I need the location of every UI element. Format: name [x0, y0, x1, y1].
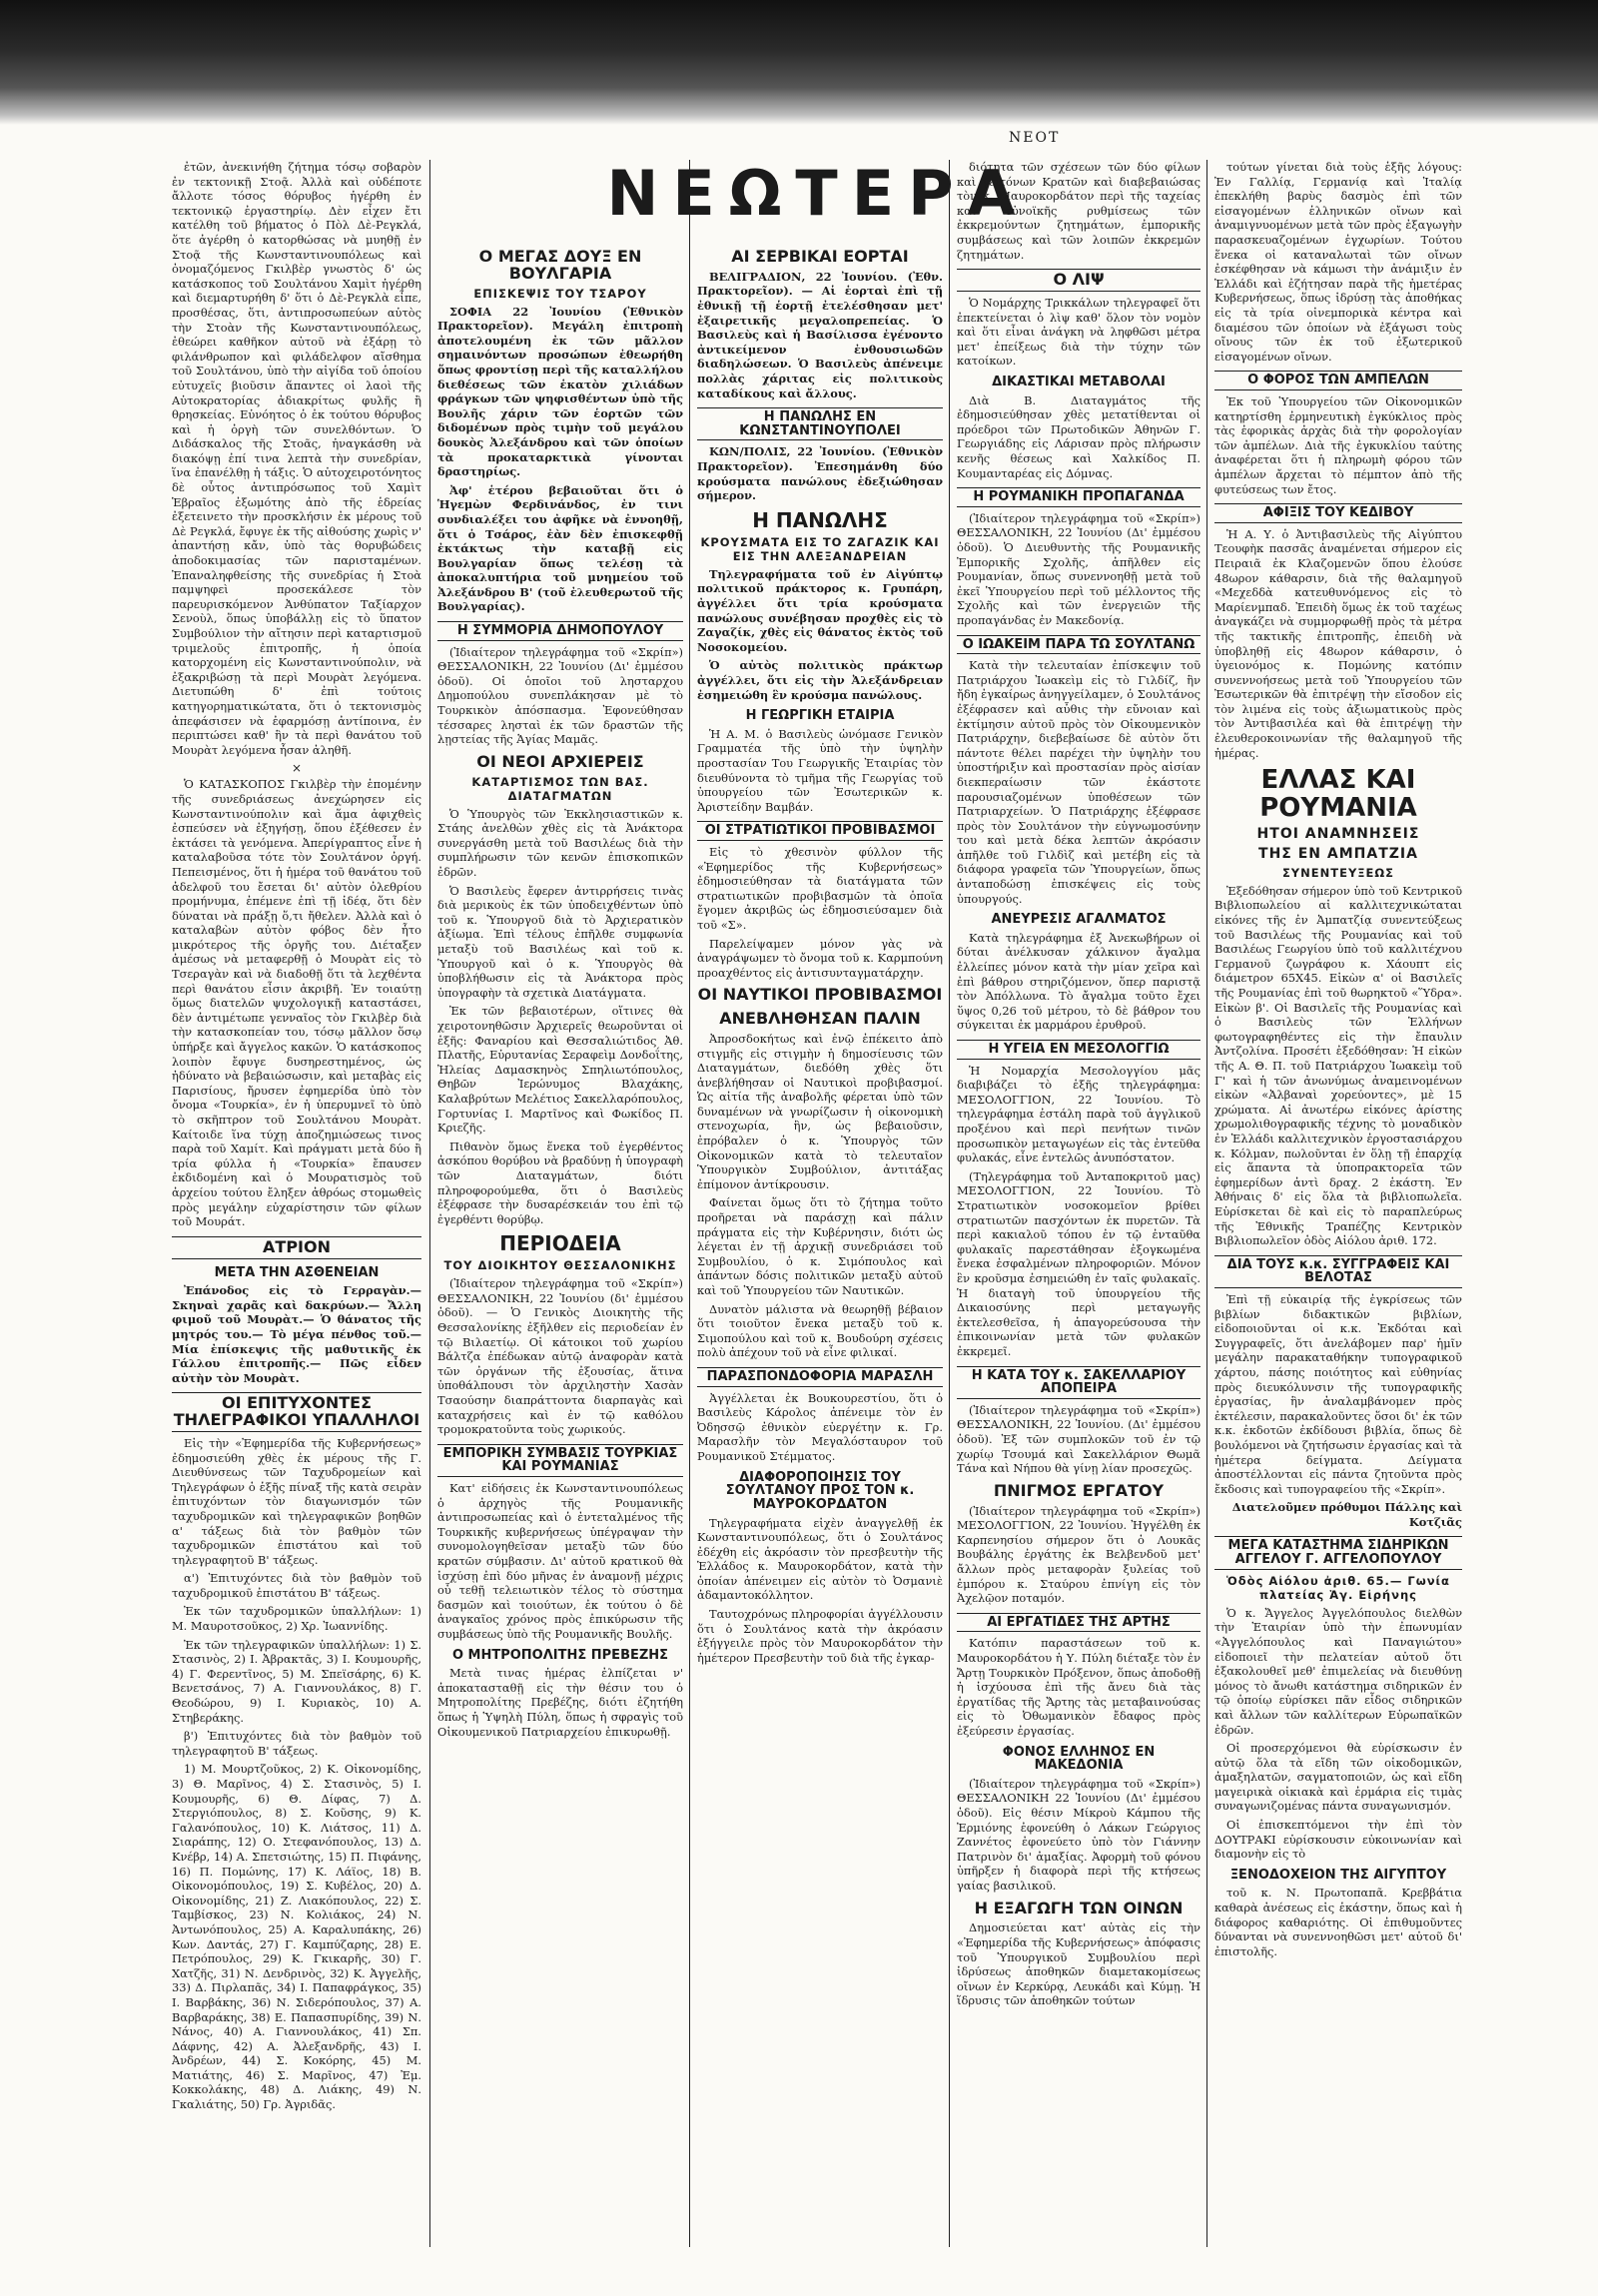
headline: ΟΙ ΕΠΙΤΥΧΟΝΤΕΣ ΤΗΛΕΓΡΑΦΙΚΟΙ ΥΠΑΛΛΗΛΟΙ: [172, 1392, 421, 1432]
article-text: Πιθανὸν ὅμως ἕνεκα τοῦ ἐγερθέντος ἀσκόπου θορύβου νὰ βραδύνῃ ἡ ὑπογραφὴ τῶν Διαταγμάτων, διότι πληροφορούμεθα, ὅτι ὁ Βασιλεὺς ἐξέφρασε τὴν δυσαρέσκειάν του ἐπὶ τῷ ἐγερθέντι θορύβῳ.: [437, 1139, 683, 1226]
headline: ΑΙ ΕΡΓΑΤΙΔΕΣ ΤΗΣ ΑΡΤΗΣ: [957, 1613, 1200, 1633]
article-text: ΒΕΛΙΓΡΑΔΙΟΝ, 22 Ἰουνίου. (Ἐθν. Πρακτορεῖον). — Αἱ ἑορταὶ ἐπὶ τῇ ἐθνικῇ τῇ ἑορτῇ ἐτελέσθησαν μετ' ἐξαιρετικῆς μεγαλοπρεπείας. Ὁ Βασιλεὺς καὶ ἡ Βασίλισσα ἐγένοντο ἀντικείμενον ἐνθουσιωδῶν διαδηλώσεων. Ὁ Βασιλεὺς ἀπένειμε πολλὰς χάριτας εἰς πολιτικοὺς καταδίκους καὶ ἄλλους.: [697, 269, 943, 400]
advertisement-text: τοῦ κ. Ν. Πρωτοπαπᾶ. Κρεββάτια καθαρὰ ἀνέσεως εἰς ἑκάστην, ὅπως καὶ ἡ διάφορος καθαριότης. Οἱ ἐπιθυμοῦντες δύνανται νὰ συνεννοηθῶσι μετ' αὐτοῦ δι' ἐπιστολῆς.: [1214, 1886, 1462, 1958]
headline: Η ΕΞΑΓΩΓΗ ΤΩΝ ΟΙΝΩΝ: [974, 1898, 1184, 1917]
column-2: [437, 242, 683, 2247]
article-text: Ἀγγέλλεται ἐκ Βουκουρεστίου, ὅτι ὁ Βασιλεὺς Κάρολος ἀπένειμε τὸν ἐν Ὀδησσῷ ἐθνικὸν εὐεργέτην κ. Γρ. Μαρασλῆν τὸν Μεγαλόσταυρον τοῦ Ρουμανικοῦ Στέμματος.: [697, 1390, 943, 1463]
subheadline: ΚΡΟΥΣΜΑΤΑ ΕΙΣ ΤΟ ΖΑΓΑΖΙΚ ΚΑΙ ΕΙΣ ΤΗΝ ΑΛΕΞΑΝΔΡΕΙΑΝ: [700, 534, 940, 563]
article-text: Μετὰ τινας ἡμέρας ἐλπίζεται ν' ἀποκατασταθῇ εἰς τὴν θέσιν του ὁ Μητροπολίτης Πρεβέζης, διότι ἐζητήθη ὅπως ἡ Ὑψηλὴ Πύλη, ὅπως ἡ σφραγὶς τοῦ Οἰκουμενικοῦ Πατριαρχείου ἐπικυρωθῇ.: [437, 1666, 683, 1739]
article-text: (Ἰδιαίτερον τηλεγράφημα τοῦ «Σκρίπ») ΘΕΣΣΑΛΟΝΙΚΗ, 22 Ἰουνίου (Δι' ἐμμέσου ὁδοῦ). Οἱ ὁποῖοι τοῦ λησταρχου Δημοπούλου συνεπλάκησαν μὲ τὸ Τουρκικὸν ἀπόσπασμα. Ἐφονεύθησαν τέσσαρες λησταὶ ἐκ τῶν δραστῶν τῆς λῃστείας τῆς Ἁγίας Μαμᾶς.: [437, 644, 683, 747]
article-text: Ἡ Νομαρχία Μεσολογγίου μᾶς διαβιβάζει τὸ ἑξῆς τηλεγράφημα: ΜΕΣΟΛΟΓΓΙΟΝ, 22 Ἰουνίου. Τὸ τηλεγράφημα ἐστάλη παρὰ τοῦ ἀγγλικοῦ προξένου καὶ περὶ πενήτων τινῶν προσωπικὸν μεταγωγέων εἰς τὰς ἐντεῦθα φυλακάς, εἶνε ἐντελῶς ἀνυπόστατον.: [957, 1063, 1200, 1165]
article-summary: Ἐπάνοδος εἰς τὸ Γερραγὰν.— Σκηναὶ χαρᾶς καὶ δακρύων.— Ἄλλη φιμοῦ τοῦ Μουρὰτ.— Ὁ θάνατος τῆς μητρός του.— Τὸ μέγα πένθος τοῦ.— Μία ἐπίσκεψις τῆς μαθυτικῆς ἐκ Γάλλου ἐπιτροπῆς.— Πῶς εἶδεν αὐτὴν τὸν Μουρὰτ.: [172, 1283, 421, 1385]
advertisement-text: Οἱ προσερχόμενοι θὰ εὑρίσκωσιν ἐν αὐτῷ ὅλα τὰ εἴδη τῶν οἰκοδομικῶν, ἀμαξηλατῶν, σαγματοποιῶν, ὡς καὶ εἴδη μαγειρικὰ οἰκιακὰ καὶ ἐρμάρια εἰς τιμὰς συναγωνιζομένας πάντα συναγωνισμόν.: [1214, 1741, 1462, 1814]
article-text: Ἀπροσδοκήτως καὶ ἐνῷ ἐπέκειτο ἀπὸ στιγμῆς εἰς στιγμὴν ἡ δημοσίευσις τῶν Διαταγμάτων, διεδόθη χθὲς ὅτι ἀνεβλήθησαν οἱ Ναυτικοὶ προβιβασμοί. Ὡς αἰτία τῆς ἀναβολῆς φέρεται ὑπὸ τῶν δυναμένων νὰ γνωρίζωσιν ἡ οἰκονομικὴ στενοχωρία, ἣν, ὡς βεβαιοῦσιν, ἐπρόβαλεν ὁ κ. Ὑπουργὸς τῶν Οἰκονομικῶν κατὰ τὸ τελευταῖον Ὑπουργικὸν Συμβούλιον, ἀντιτάξας ἐπίμονον ἀντίκρουσιν.: [697, 1031, 943, 1191]
headline: ΑΝΕΥΡΕΣΙΣ ΑΓΑΛΜΑΤΟΣ: [991, 912, 1167, 928]
article-text: (Ἰδιαίτερον τηλεγράφημα τοῦ «Σκρίπ») ΘΕΣΣΑΛΟΝΙΚΗ, 22 Ἰουνίου (δι' ἐμμέσου ὁδοῦ). — Ὁ Γενικὸς Διοικητὴς τῆς Θεσσαλονίκης ἐξῆλθεν εἰς περιοδείαν ἐν τῷ Βιλαετίῳ. Οἱ κάτοικοι τοῦ χωρίου Βάλτζα ἐπέδωκαν αὐτῷ ἀναφορὰν κατὰ τῶν ὀργάνων τῆς ἐξουσίας, ἅτινα ὑποθάλπουσι τὸν ἀρχιληστὴν Χασὰν Τσαούσην διαπράττοντα διαρπαγὰς καὶ καταχρήσεις καὶ ἐν τῷ καθόλου τρομοκρατοῦντα τοὺς χωρικούς.: [437, 1276, 683, 1437]
headline: ΠΕΡΙΟΔΕΙΑ: [499, 1231, 621, 1256]
article-text: τούτων γίνεται διὰ τοὺς ἑξῆς λόγους: Ἐν Γαλλίᾳ, Γερμανίᾳ καὶ Ἰταλίᾳ ἐπεκλήθη βαρὺς δασμὸς ἐπὶ τῶν εἰσαγομένων ἑλληνικῶν οἴνων καὶ ἀναμιγνυομένων μετὰ τῶν πρὸς ἐξαγωγὴν παρασκευαζομένων ἐγχωρίων. Τούτου ἕνεκα οἱ καταναλωταὶ τῶν οἴνων ἐσκέφθησαν νὰ κάμωσι τὴν ἀνάμιξιν ἐν Ἑλλάδι καὶ ἐζήτησαν παρὰ τῆς ἡμετέρας Κυβερνήσεως, ὅπως ἱδρύσῃ τὰς ἀποθήκας εἰς τὰ τρία οἰνεμπορικὰ κέντρα καὶ διαμέσου τῶν ὁποίων νὰ ἐξάγωσι τοὺς οἴνους τῶν ἐκ τοῦ ἐξωτερικοῦ εἰσαγομένων οἴνων.: [1214, 160, 1462, 364]
page-header: ΝΕΟΤ: [1009, 130, 1061, 146]
headline: ΠΝΙΓΜΟΣ ΕΡΓΑΤΟΥ: [993, 1480, 1165, 1500]
article-text: Διὰ Β. Διαταγμάτος τῆς ἐδημοσιεύθησαν χθὲς μετατίθενται οἱ πρόεδροι τῶν Πρωτοδικῶν Ἀθηνῶν Γ. Γεωργιάδης εἰς Λάρισαν πρὸς πλήρωσιν κενῆς θέσεως καὶ Χαλκίδος Π. Κουμανταρέας εἰς Δόμνας.: [957, 392, 1200, 480]
article-text: Ἐκ τοῦ Ὑπουργείου τῶν Οἰκονομικῶν κατηρτίσθη ἐρμηνευτικὴ ἐγκύκλιος πρὸς τὰς ἐφορικὰς ἀρχὰς διὰ τὴν φορολογίαν τῶν ἀμπέλων. Διὰ τῆς ἐγκυκλίου ταύτης ἀναφέρεται ὅτι ἡ πληρωμὴ φόρου τῶν ἀμπέλων ἄρχεται τὸ πέμπτον ἀπὸ τῆς φυτεύσεως των ἔτος.: [1214, 393, 1462, 496]
column-rule: [429, 160, 430, 2247]
newspaper-page: [172, 157, 1462, 2257]
article-text: Κατὰ τὴν τελευταίαν ἐπίσκεψιν τοῦ Πατριάρχου Ἰωακεὶμ εἰς τὸ Γιλδίζ, ἣν ἤδη ἐγκαίρως ἀνηγγείλαμεν, ὁ Σουλτάνος ἐξέφρασεν καὶ αὖθις τὴν εὔνοιαν καὶ ἐκτίμησιν αὐτοῦ πρὸς τὸν Οἰκουμενικὸν Πατριάρχην, διεβεβαίωσε δὲ αὐτὸν ὅτι πάντοτε θέλει παρέχει τὴν ὑψηλὴν του ὑποστήριξιν καὶ προστασίαν πρὸς αἰσίαν διεκπεραίωσιν τῶν ἐκάστοτε παρουσιαζομένων ὑποθέσεων τῶν Πατριαρχείων. Ὁ Πατριάρχης ἐξέφρασε πρὸς τὸν Σουλτάνον τὴν εὐγνωμοσύνην του καὶ μετὰ δέκα λεπτῶν ἀκρόασιν ἀπῆλθε τοῦ Γιλδὶζ καὶ μετέβη εἰς τὰ διάφορα γραφεῖα τῶν Ὑπουργείων, ὅπως ἀνταποδώσῃ ἐπισκέψεις εἰς τοὺς ὑπουργούς.: [957, 658, 1200, 906]
article-text: Παρελείψαμεν μόνον γὰς νὰ ἀναγράψωμεν τὸ ὄνομα τοῦ κ. Καρμπούνη προαχθέντος εἰς ἀντισυνταγματάρχην.: [697, 936, 943, 980]
advertisement-text: Ἐξεδόθησαν σήμερον ὑπὸ τοῦ Κεντρικοῦ Βιβλιοπωλείου αἱ καλλιτεχνικώταται εἰκόνες τῆς ἐν Ἀμπατζίᾳ συνεντεύξεως τοῦ Βασιλέως τῆς Ρουμανίας καὶ τοῦ Βασιλέως Γεωργίου ὑπὸ τοῦ καλλιτέχνου Γερμανοῦ ζωγράφου κ. Χάουπτ εἰς διάμετρον 65Χ45. Εἰκὼν α' οἱ Βασιλεῖς τῆς Ρουμανίας ἐπὶ τοῦ θωρηκτοῦ «Ὕδρα». Εἰκὼν β'. Οἱ Βασιλεῖς τῆς Ρουμανίας καὶ ὁ Βασιλεὺς τῶν Ἑλλήνων φωτογραφηθέντες εἰς τὴν ἔπαυλιν Ἀντζολίνα. Προσέτι ἐξεδόθησαν: Ἡ εἰκὼν τῆς Α. Θ. Π. τοῦ Πατριάρχου Ἰωακεὶμ τοῦ Γ' καὶ ἡ τῶν ἀνωνύμως ἀναμεινομένων εἰκὼν «Ἀλβαναὶ χορεύοντες», μὲ 15 χρώματα. Αἱ ἀνωτέρω εἰκόνες ἀρίστης χρωμολιθογραφικῆς τέχνης τὸ μοναδικὸν ἐν Ἑλλάδι καλλιτεχνικὸν ἐργοστασιάρχου κ. Κόλμαν, πωλοῦνται ἐν ὅλῃ τῇ ἐπαρχίᾳ εἰς ἅπαντα τὰ ὑποπρακτορεῖα τῶν ἐφημερίδων ἀντὶ δραχ. 2 ἑκάστη. Ἐν Ἀθήναις δ' εἰς ὅλα τὰ βιβλιοπωλεῖα. Εὑρίσκεται δὲ καὶ εἰς τὸ παραπλεύρως τῆς Ἐθνικῆς Τραπέζης Κεντρικὸν Βιβλιοπωλεῖον ὁδὸς Αἰόλου ἀριθ. 172.: [1214, 883, 1462, 1248]
subheadline: ΕΠΙΣΚΕΨΙΣ ΤΟΥ ΤΣΑΡΟΥ: [473, 286, 647, 301]
signature: Διατελοῦμεν πρόθυμοι Πάλλης καὶ Κοτζιᾶς: [1231, 1500, 1462, 1529]
column-5: [1214, 160, 1462, 2247]
advertisement-text: Ὁ κ. Ἄγγελος Ἀγγελόπουλος διελθὼν τὴν Ἑταιρίαν ὑπὸ τὴν ἐπωνυμίαν «Ἀγγελόπουλος καὶ Παναγιώτου» εἰδοποιεῖ τὴν πελατείαν αὐτοῦ ὅτι ἐξακολουθεῖ μεθ' ἐπιμελείας νὰ διευθύνῃ μόνος τὸ ἄνωθι κατάστημα σιδηρικῶν ἐν τῷ ὁποίῳ εὑρίσκει πᾶν εἶδος σιδηρικῶν καὶ ἄλλων τῶν καλλίτερων Εὐρωπαϊκῶν ἐδρῶν.: [1214, 1605, 1462, 1737]
section-divider: ×: [291, 761, 303, 776]
subheadline: ΤΟΥ ΔΙΟΙΚΗΤΟΥ ΘΕΣΣΑΛΟΝΙΚΗΣ: [443, 1258, 677, 1273]
article-text: Ἐκ τῶν ταχυδρομικῶν ὑπαλλήλων: 1) Μ. Μαυροτσοῦκος, 2) Χρ. Ἰωαννίδης.: [172, 1604, 421, 1634]
headline: ΔΙΚΑΣΤΙΚΑΙ ΜΕΤΑΒΟΛΑΙ: [992, 374, 1166, 389]
article-text: Εἰς τὸ χθεσινὸν φύλλον τῆς «Ἐφημερίδος τῆς Κυβερνήσεως» ἐδημοσιεύθησαν τὰ διατάγματα τῶν στρατιωτικῶν προβιβασμῶν τὰ ὁποῖα ἔγομεν ἀκριβῶς ὡς ἐδημοσιεύσαμεν διὰ τοῦ «Σ».: [697, 844, 943, 932]
article-text: Κατ' εἰδήσεις ἐκ Κωνσταντινουπόλεως ὁ ἀρχηγὸς τῆς Ρουμανικῆς ἀντιπροσωπείας καὶ ὁ ἐντεταλμένος τῆς Τουρκικῆς κυβερνήσεως ὑπέγραψαν τὴν συνομολογηθεῖσαν μεταξὺ τῶν δύο κρατῶν σύμβασιν. Δι' αὐτοῦ κρατικοῦ θὰ ἰσχύσῃ ἐπὶ δύο μῆνας ἐν ἀναμονῇ μέχρις οὗ τεθῇ τελειωτικὸν τέλος τὸ σύστημα δασμῶν καὶ τοιούτων, ἐκ τούτου ὁ δὲ ἀναγκαῖος χρόνος πρὸς ἐπικύρωσιν τῆς συμβάσεως ὑπὸ τῆς Ρουμανικῆς Βουλῆς.: [437, 1481, 683, 1642]
article-text: Ἐκ τῶν τηλεγραφικῶν ὑπαλλήλων: 1) Σ. Στασινὸς, 2) Ι. Ἀβρακτᾶς, 3) Ι. Κουμουρῆς, 4) Γ. Φερεντῖνος, 5) Μ. Σπεϊσάρης, 6) Κ. Βενετσάνος, 7) Α. Γιαννουλάκος, 8) Γ. Θεοδώρου, 9) Ι. Κυριακὸς, 10) Α. Στηβεράκης.: [172, 1637, 421, 1725]
subheadline: ΤΗΣ ΕΝ ΑΜΠΑΤΖΙΑ: [1258, 845, 1418, 862]
headline: ΟΙ ΣΤΡΑΤΙΩΤΙΚΟΙ ΠΡΟΒΙΒΑΣΜΟΙ: [697, 821, 943, 841]
headline: ΑΙ ΣΕΡΒΙΚΑΙ ΕΟΡΤΑΙ: [731, 247, 909, 266]
headline: ΟΙ ΝΑΥΤΙΚΟΙ ΠΡΟΒΙΒΑΣΜΟΙ: [697, 985, 943, 1005]
article-text: (Ἰδιαίτερον τηλεγράφημα τοῦ «Σκρίπ») ΜΕΣΟΛΟΓΓΙΟΝ, 22 Ἰουνίου. Ἠγγέλθη ἐκ Καρπενησίου σήμερον ὅτι ὁ Λουκᾶς Βουβάλης ἐργάτης ἐκ Βελβενδοῦ μετ' ἄλλων πρὸς μεταφορὰν ξυλείας τοῦ ἐμπόρου κ. Σταύρου ἐπνίγη εἰς τὸν Ἀχελῷον ποταμόν.: [957, 1503, 1200, 1606]
subheadline: ΣΥΝΕΝΤΕΥΞΕΩΣ: [1281, 865, 1395, 880]
article-text: Ἡ Α. Υ. ὁ Ἀντιβασιλεὺς τῆς Αἰγύπτου Τεουφὴκ πασσᾶς ἀναμένεται σήμερον εἰς Πειραιᾶ ἐκ Κλαζομενῶν ὅπου ἐλούσε 48ωρον κάθαρσιν, διὰ τῆς θαλαμηγοῦ «Μεχεδδὰ κατευθυνόμενος εἰς τὸ Μαρίενμπαδ. Ἐπειδὴ ὅμως ἐκ τοῦ ταχέως ἀναγκάζει νὰ συμμορφωθῇ πρὸς τὰ μέτρα τῆς τακτικῆς ἐπιτροπῆς, ἐπειδὴ νὰ ὑποβληθῇ εἰς 48ωρον κάθαρσιν, ὁ ὑγειονόμος κ. Πομώνης κατόπιν συνεννοήσεως μετὰ τοῦ Ὑπουργείου τῶν Ἐσωτερικῶν θὰ ἐπιτρέψῃ τὴν εἴσοδον εἰς τὸν λιμένα εἰς τοὺς ἀξιωματικοὺς πρὸς τὸν Ἀντιβασιλέα καὶ θὰ ἐπιτρέψῃ τὴν ἐλευθεροκοινωνίαν τῆς θαλαμηγοῦ τῆς ἡμέρας.: [1214, 526, 1462, 760]
masthead: ΝΕΩΤΕΡΑ: [606, 157, 1030, 230]
column-rule: [689, 160, 690, 2247]
headline: Η ΡΟΥΜΑΝΙΚΗ ΠΡΟΠΑΓΑΝΔΑ: [957, 487, 1200, 507]
headline: ΕΛΛΑΣ ΚΑΙ ΡΟΥΜΑΝΙΑ: [1259, 765, 1417, 823]
headline: Η ΓΕΩΡΓΙΚΗ ΕΤΑΙΡΙΑ: [745, 708, 895, 724]
headline: Η ΠΑΝΩΛΗΣ ΕΝ ΚΩΝΣΤΑΝΤΙΝΟΥΠΟΛΕΙ: [697, 407, 943, 440]
article-text: Ὁ Νομάρχης Τρικκάλων τηλεγραφεῖ ὅτι ἐπεκτείνεται ὁ λὶψ καθ' ὅλον τὸν νομὸν καὶ ὅτι εἶναι ἀνάγκη νὰ ληφθῶσι μέτρα μετ' ἐπείξεως διὰ τὴν τύχην τῶν κατοίκων.: [957, 295, 1200, 369]
headline: ΔΙΑ ΤΟΥΣ κ.κ. ΣΥΓΓΡΑΦΕΙΣ ΚΑΙ ΒΕΛΟΤΑΣ: [1214, 1255, 1462, 1288]
headline: ΦΟΝΟΣ ΕΛΛΗΝΟΣ ΕΝ ΜΑΚΕΔΟΝΙΑ: [1002, 1744, 1156, 1774]
article-text: Ταυτοχρόνως πληροφορίαι ἀγγέλλουσιν ὅτι ὁ Σουλτάνος κατὰ τὴν ἀκρόασιν ἐξήγγειλε πρὸς τὸν Μαυροκορδάτον τὴν ἡμέτερον Πρεσβευτὴν τοῦ διὰ τῆς ἐγκαρ-: [697, 1607, 943, 1665]
scan-header-bar: [0, 0, 1598, 125]
article-text: Κατὰ τηλεγράφημα ἐξ Ἀνεκωβήρων οἱ δύται ἀνέλκυσαν χάλκινον ἄγαλμα ἐλλείπες μόνον κατὰ τὴν μίαν χεῖρα καὶ ἐπὶ βάθρου στηριζόμενον, ὅπερ παριστᾷ τὸν Ἀπόλλωνα. Τὸ ἄγαλμα τοῦτο ἔχει ὕψος 0,26 τοῦ μέτρου, τὸ δὲ βάθρον του σύγκειται ἐκ μαρμάρου ἐρυθροῦ.: [957, 930, 1200, 1033]
headline: ΑΦΙΞΙΣ ΤΟΥ ΚΕΔΙΒΟΥ: [1214, 503, 1462, 523]
article-text: 1) Μ. Μουρτζοῦκος, 2) Κ. Οἰκονομίδης, 3) Θ. Μαρῖνος, 4) Σ. Στασινὸς, 5) Ι. Κουμουρῆς, 6) Θ. Δίφας, 7) Δ. Στεργιόπουλος, 8) Σ. Κοῦσης, 9) Κ. Γαλανόπουλος, 10) Κ. Λιάτσος, 11) Δ. Σιαράπης, 12) Ο. Στεφανόπουλος, 13) Δ. Κνέβρ, 14) Α. Σπετσιώτης, 15) Π. Πιφάνης, 16) Π. Πομώνης, 17) Κ. Λάϊος, 18) Β. Οἰκονομόπουλος, 19) Σ. Κυβέλος, 20) Δ. Οἰκονομίδης, 21) Ζ. Λιακόπουλος, 22) Σ. Ταμβίσκος, 23) Ν. Κολιάκος, 24) Ν. Ἀντωνόπουλος, 25) Α. Καραλυπάκης, 26) Κων. Δαντάς, 27) Γ. Καμπύζαρης, 28) Ε. Πετρόπουλος, 29) Κ. Γκικαρῆς, 30) Γ. Χατζῆς, 31) Ν. Δενδρινὸς, 32) Κ. Ἀγγελῆς, 33) Δ. Πιρλαπᾶς, 34) Ι. Παπαφράγκος, 35) Ι. Βαρβάκης, 36) Ν. Σιδερόπουλος, 37) Α. Βαρβαράκης, 38) Ε. Παπασπυρίδης, 39) Ν. Νάνος, 40) Α. Γιαννουλάκος, 41) Σπ. Δάφνης, 42) Α. Ἀλεξανδρῆς, 43) Ι. Ἀνδρέων, 44) Σ. Κοκόρης, 45) Μ. Ματιάτης, 46) Σ. Μαρῖνος, 47) Ἐμ. Κοκκολάκης, 48) Δ. Λιάκης, 49) Ν. Γκαλιάτης, 50) Γρ. Ἀγριδᾶς.: [172, 1762, 421, 2112]
article-text: Ὁ Βασιλεὺς ἔφερεν ἀντιρρήσεις τινὰς διὰ μερικοὺς ἐκ τῶν ὑποδειχθέντων ὑπὸ τοῦ κ. Ὑπουργοῦ διὰ τὸ Ἀρχιερατικὸν ἀξίωμα. Ἐπὶ τέλους ἐπῆλθε συμφωνία μεταξὺ τοῦ Βασιλέως καὶ τοῦ κ. Ὑπουργοῦ καὶ ὁ κ. Ὑπουργὸς θὰ ὑποβλήθωσιν εἰς τὰ Ἀνάκτορα πρὸς ὑπογραφὴν τὰ σχετικὰ Διατάγματα.: [437, 883, 683, 1000]
article-text: ἐτῶν, ἀνεκινήθη ζήτημα τόσῳ σοβαρὸν ἐν τεκτονικῇ Στοᾷ. Ἀλλὰ καὶ οὐδέποτε ἄλλοτε τόσος θόρυβος ἠγέρθη ἐν τεκτονικῷ ἐργαστηρίῳ. Δὲν εἶχεν ἔτι κατέλθη τοῦ βήματος ὁ Πὸλ Δὲ-Ρεγκλά, ὅτε ἀγέρθη ὁ κατορθώσας νὰ μυηθῇ ἐν Στοᾷ τῆς Κωνσταντινουπόλεως καὶ ὀνομαζόμενος Γκιλβὲρ γνωστὸς δ' ὡς κατάσκοπος τοῦ Σουλτάνου Χαμὶτ ἠγέρθη καὶ διεμαρτυρήθη δ' ὅτι ὁ Δὲ-Ρεγκλὰ εἶπε, προσθέσας, ὅτι, ἀντιπροσωπεύων αὐτὸς τὴν Στοὰν τῆς Κωνσταντινουπόλεως, ἐθεώρει καθῆκον αὐτοῦ νὰ ἐξάρῃ τὸ φιλάνθρωπον καὶ φιλάδελφον αἴσθημα τοῦ Σουλτάνου, ὑπὸ τὴν αἰγίδα τοῦ ὁποίου εὐτυχεῖς βιοῦσιν ἅπαντες οἱ λαοὶ τῆς Αὐτοκρατορίας ἀδιακρίτως φυλῆς ἢ θρησκείας. Εὐνόητος ὁ ἐκ τούτου θόρυβος καὶ ἡ ὀργὴ τῶν συνελθόντων. Ὁ Διδάσκαλος τῆς Στοᾶς, ἠναγκάσθη νὰ διακόψῃ ἐπί τινα λεπτὰ τὴν συνεδρίαν, ἵνα ἐπανέλθῃ ἡ τάξις. Ὁ αὐτοχειροτόνητος δὲ οὗτος ἀντιπρόσωπος τοῦ Χαμὶτ Ἑβραῖος ἐξωμότης ἀπὸ τῆς ἑδρείας ἐξετεινετο τὴν προσκλήσιν ἐκ μέρους τοῦ Δὲ Ρεγκλά, ἔφυγε ἐκ τῆς αἰθούσης χωρὶς ν' ἀπαντήσῃ κἄν, ὑπὸ τὰς θορυβώδεις ἀποδοκιμασίας τῶν παρισταμένων. Ἐπαναληφθείσης τῆς συνεδρίας ἡ Στοὰ παμψηφεὶ προσεκάλεσε τὸν παρευρισκόμενον Ἀνθύπατον Ταξίαρχον Σενοὺλ, ὅπως ὑποβάλλῃ εἰς τὸ ὕπατον Συμβούλιον τὴν αἴτησιν περὶ καταρτισμοῦ τριμελοῦς ἐπιτροπῆς, ἡ ὁποία κατορχομένη εἰς Κωνσταντινούπολιν, νὰ ἐξακριβώσῃ τὰ περὶ Μουρὰτ λεγόμενα. Διετυπώθη δ' ἐπὶ τούτοις κατηγορηματικώτατα, ὅτι ὁ τεκτονισμὸς ἀπεφάσισεν νὰ ἐφαρμόσῃ ἀντίποινα, ἐν περιπτώσει καθ' ἣν τὰ περὶ θανάτου τοῦ Μουρὰτ λεγόμενα ἦσαν ἀληθῆ.: [172, 160, 421, 757]
article-text: (Ἰδιαίτερον τηλεγράφημα τοῦ «Σκρίπ») ΘΕΣΣΑΛΟΝΙΚΗ 22 Ἰουνίου (Δι' ἐμμέσου ὁδοῦ). Εἰς θέσιν Μίκροὺ Κάμπου τῆς Ἐρμιόνης ἐφονεύθη ὁ Λάκων Γεώργιος Ζαννέτος ἐφονεύετο ὑπὸ τὸν Γιάννην Πατρινὸν δι' ἀμαξίας. Ἀφορμὴ τοῦ φόνου ὑπῆρξεν ἡ διαφορὰ περὶ τῆς κτήσεως γαίας βασιλικοῦ.: [957, 1776, 1200, 1893]
article-text: (Ἰδιαίτερον τηλεγράφημα τοῦ «Σκρίπ») ΘΕΣΣΑΛΟΝΙΚΗ, 22 Ἰουνίου. (Δι' ἐμμέσου ὁδοῦ). Ἐξ τῶν συμπλοκῶν τοῦ ἐν τῷ χωρίῳ Τσουμά καὶ Σακελλάριον Θωμᾶ Τάνα καὶ Νήπου θὰ γίνῃ λίαν προσεχῶς.: [957, 1402, 1200, 1476]
headline: ΠΑΡΑΣΠΟΝΔΟΦΟΡΙΑ ΜΑΡΑΣΛΗ: [697, 1367, 943, 1387]
column-4: [957, 160, 1200, 2247]
headline: Η ΠΑΝΩΛΗΣ: [752, 507, 888, 532]
article-text: Εἰς τὴν «Ἐφημερίδα τῆς Κυβερνήσεως» ἐδημοσιεύθη χθὲς ἐκ μέρους τῆς Γ. Διευθύνσεως τῶν Ταχυδρομείων καὶ Τηλεγράφων ὁ ἑξῆς πίναξ τῆς κατὰ σειρὰν ἐπιτυχόντων τὸν διαγωνισμόν τῶν ταχυδρομικῶν καὶ τηλεγραφικῶν βοηθῶν α' τάξεως διὰ τὸν βαθμὸν τῶν ταχυδρομικῶν ἐπιστάτου καὶ τοῦ τηλεγραφητοῦ Β' τάξεως.: [172, 1435, 421, 1567]
headline: Η ΥΓΕΙΑ ΕΝ ΜΕΣΟΛΟΓΓΙΩ: [957, 1040, 1200, 1060]
column-3: [697, 242, 943, 2247]
article-text: Ὁ Ὑπουργὸς τῶν Ἐκκλησιαστικῶν κ. Στάης ἀνελθὼν χθὲς εἰς τὰ Ἀνάκτορα συνεργάσθη μετὰ τοῦ Βασιλέως διὰ τὴν συμπλήρωσιν τῶν κενῶν ἐπισκοπικῶν ἐδρῶν.: [437, 806, 683, 880]
article-text: Φαίνεται ὅμως ὅτι τὸ ζήτημα τοῦτο προῆρεται νὰ παράσχῃ καὶ πάλιν πράγματα εἰς τὴν Κυβέρνησιν, διότι ὡς λέγεται ἐν τῇ ἀρχικῇ συνεδριάσει τοῦ Συμβουλίου, ὁ κ. Σιμόπουλος καὶ ἀπάντων δόσις πολιτικῶν μεταξὺ αὐτοῦ καὶ τοῦ Ὑπουργείου τῶν Ναυτικῶν.: [697, 1195, 943, 1298]
article-text: Ὁ αὐτὸς πολιτικὸς πράκτωρ ἀγγέλλει, ὅτι εἰς τὴν Ἀλεξάνδρειαν ἐσημειώθη ἓν κρούσμα πανώλους.: [697, 658, 943, 702]
article-text: Ἀφ' ἑτέρου βεβαιοῦται ὅτι ὁ Ἡγεμὼν Φερδινάνδος, ἐν τινι συνδιαλέξει του ἀφῆκε νὰ ἐννοηθῇ, ὅτι ὁ Τσάρος, ἐὰν δὲν ἐπισκεφθῇ ἐκτάκτως τὴν καταβῇ εἰς Βουλγαρίαν ὅπως τελέσῃ τὰ ἀποκαλυπτήρια τοῦ μνημείου τοῦ Ἀλεξάνδρου Β' (τοῦ ἐλευθερωτοῦ τῆς Βουλγαρίας).: [437, 482, 683, 614]
headline: ΔΙΑΦΟΡΟΠΟΙΗΣΙΣ ΤΟΥ ΣΟΥΛΤΑΝΟΥ ΠΡΟΣ ΤΟΝ κ. ΜΑΥΡΟΚΟΡΔΑΤΟΝ: [725, 1469, 915, 1512]
advertisement-text: Οἱ ἐπισκεπτόμενοι τὴν ἐπὶ τὸν ΔΟΥΤΡΑΚΙ εὑρίσκουσιν εὐκοινωνίαν καὶ διαμονὴν εἰς τὸ: [1214, 1818, 1462, 1862]
article-text: διότητα τῶν σχέσεων τῶν δύο φίλων καὶ γειτόνων Κρατῶν καὶ διαβεβαιώσας τὸν κ. Μαυροκορδάτον περὶ τῆς ταχείας καὶ εὐνοϊκῆς ρυθμίσεως τῶν ἐκκρεμούντων ζητημάτων, ἐμπορικῆς συμβάσεως καὶ τῶν λοιπῶν ἐκκρεμῶν ζητημάτων.: [957, 160, 1200, 262]
article-text: Τηλεγραφήματα τοῦ ἐν Αἰγύπτῳ πολιτικοῦ πράκτορος κ. Γρυπάρη, ἀγγέλλει ὅτι τρία κρούσματα πανώλους συνέβησαν προχθὲς εἰς τὸ Ζαγαζίκ, χθὲς εἰς θάνατος ἐκτὸς τοῦ Νοσοκομείου.: [697, 566, 943, 654]
headline: Η ΚΑΤΑ ΤΟΥ κ. ΣΑΚΕΛΛΑΡΙΟΥ ΑΠΟΠΕΙΡΑ: [957, 1366, 1200, 1399]
headline: ΑΤΡΙΟΝ: [172, 1236, 421, 1259]
headline: ΜΕΓΑ ΚΑΤΑΣΤΗΜΑ ΣΙΔΗΡΙΚΩΝ ΑΓΓΕΛΟΥ Γ. ΑΓΓΕΛΟΠΟΥΛΟΥ: [1214, 1536, 1462, 1569]
article-text: α') Ἐπιτυχόντες διὰ τὸν βαθμὸν τοῦ ταχυδρομικοῦ ἐπιστάτου Β' τάξεως.: [172, 1571, 421, 1600]
headline: Ο ΜΗΤΡΟΠΟΛΙΤΗΣ ΠΡΕΒΕΖΗΣ: [451, 1647, 669, 1663]
article-text: Ἐκ τῶν βεβαιοτέρων, οἵτινες θὰ χειροτονηθῶσιν Ἀρχιερεῖς θεωροῦνται οἱ ἑξῆς: Φαναρίου καὶ Θεσσαλιώτιδος Ἀθ. Πλατῆς, Εὐρυτανίας Σεραφεὶμ Δονδοΐτης, Ἠλείας Δαμασκηνὸς Σπηλιωτόπουλος, Θηβῶν Ἰερώνυμος Βλαχάκης, Καλαβρύτων Μελέτιος Σακελλαρόπουλος, Γορτυνίας Ι. Μαρτῖνος καὶ Φωκίδος Π. Κριεζῆς.: [437, 1004, 683, 1136]
headline: ΜΕΤΑ ΤΗΝ ΑΣΘΕΝΕΙΑΝ: [214, 1264, 380, 1280]
article-text: Ὁ ΚΑΤΑΣΚΟΠΟΣ Γκιλβὲρ τὴν ἑπομένην τῆς συνεδριάσεως ἀνεχώρησεν εἰς Κωνσταντινούπολιν καὶ ἅμα ἀφιχθεὶς ἐσπεύσεν νὰ ἐξηγήσῃ, ὅπου ἐξέθεσεν ἐν ἐκτάσει τὰ γενόμενα. Ἀπερίγραπτος εἶνε ἡ καταλαβοῦσα τότε τὸν Σουλτάνον ὀργή. Πεπεισμένος, ὅτι ἡ ἡμέρα τοῦ θανάτου τοῦ ἀδελφοῦ του ἔσεται δι' αὐτὸν ὀλεθρίου προμήνυμα, ἐπέμενε ἐπὶ τῇ ἰδέᾳ, ὅτι δὲν δύναται νὰ πράξῃ ὅ,τι ἤθελεν. Ἀλλὰ καὶ ὁ καταλαβὼν αὐτὸν φόβος δὲν ἦτο μικρότερος τῆς ὀργῆς του. Διέταξεν ἀμέσως νὰ μεταφερθῇ ὁ Μουρὰτ εἰς τὸ Τσεραγὰν καὶ νὰ διαδοθῇ ὅτι τὰ λεχθέντα περὶ θανάτου εἶσιν ἀκριβῆ. Ἐν τοιαύτῃ ὅμως διατελῶν ψυχολογικῇ καταστάσει, δὲν ἀντιμέτωπε γενναῖος τὸν Γκιλβὲρ διὰ τὴν κατασκοπείαν του, τόσῳ μᾶλλον ὅσῳ ὑπήρξε καὶ ἄγγελος κακῶν. Ὁ κατάσκοπος λοιπὸν ἔφυγε δυσηρεστημένος, ὡς ἠδύνατο νὰ βεβαιώσωσιν, καὶ μεταβὰς εἰς Παρισίους, ἤρυσεν ἐφημερίδα ὑπὸ τὸν ὄνομα «Τουρκία», ἐν ἡ ὑπερυμνεῖ τὸ ὑπὸ τὸ σκῆπτρον τοῦ Σουλτάνου Μουρὰτ. Καίτοιδε ἵνα τύχῃ ἀποζημιώσεως τινος παρὰ τοῦ Χαμίτ. Καὶ πράγματι μετὰ δύο ἢ τρία φύλλα ἡ «Τουρκία» ἔπαυσεν ἐκδιδομένη καὶ ὁ Μουρατισμὸς τοῦ ἀρχείου τούτου ἔληξεν ἀθρόως στομωθεὶς πρὸς μεγάλην εὐχαρίστησιν τῶν φίλων τοῦ Μουράτ.: [172, 777, 421, 1229]
article-text: β') Ἐπιτυχόντες διὰ τὸν βαθμὸν τοῦ τηλεγραφητοῦ Β' τάξεως.: [172, 1729, 421, 1758]
article-text: ΣΟΦΙΑ 22 Ἰουνίου (Ἐθνικὸν Πρακτορεῖον). Μεγάλη ἐπιτροπὴ ἀποτελουμένη ἐκ τῶν μᾶλλον σημαινόντων προσώπων ἐθεωρήθη ὅπως φροντίσῃ περὶ τῆς καταλλήλου διεθέσεως τῶν ἑκατὸν χιλιάδων φράγκων τῶν ψηφισθέντων ὑπὸ τῆς Βουλῆς χάριν τῶν ἑορτῶν τῶν διδομένων πρὸς τιμὴν τοῦ μεγάλου δουκὸς Ἀλεξάνδρου καὶ τῶν ὁποίων τὰ προκαταρκτικὰ γίνονται δραστηρίως.: [437, 304, 683, 479]
advertisement-text: Ἐπὶ τῇ εὐκαιρίᾳ τῆς ἐγκρίσεως τῶν βιβλίων διδακτικῶν βιβλίων, εἰδοποιοῦνται οἱ κ.κ. Ἐκδόται καὶ Συγγραφεῖς, ὅτι ἀνελάβομεν παρ' ἡμῖν μεγάλην παρακαταθήκην τυπογραφικοῦ χάρτου, πάσης ποιότητος καὶ εὐθηνίας πρὸς διευκόλυνσιν τῆς τυπογραφικῆς ἐργασίας, ἣν ἀναλαμβάνομεν πρὸς ἐκτέλεσιν, παρακαλοῦντες ὅσοι δι' ἐκ τῶν κ.κ. ἐκδοτῶν ἐκδίδουσι βιβλία, ὅπως δὲ βουλόμενοι νὰ ζητήσωσιν ἐργασίας καὶ τὰ ἡμέτερα δείγματα. Δείγματα ἀποστέλλονται εἰς πάντα ζητοῦντα πρὸς ἔκδοσις καὶ τυπογραφείου τῆς «Σκρίπ».: [1214, 1291, 1462, 1496]
article-text: Δυνατὸν μάλιστα νὰ θεωρηθῇ βέβαιον ὅτι τοιοῦτον ἔνεκα μεταξὺ τοῦ κ. Σιμοπούλου καὶ τοῦ κ. Βουδούρη σχέσεις πολὺ ἀπέχουν τοῦ νὰ εἶνε φιλικαί.: [697, 1301, 943, 1360]
headline: ΟΙ ΝΕΟΙ ΑΡΧΙΕΡΕΙΣ: [476, 751, 644, 771]
subheadline: ΚΑΤΑΡΤΙΣΜΟΣ ΤΩΝ ΒΑΣ. ΔΙΑΤΑΓΜΑΤΩΝ: [471, 774, 649, 803]
article-text: Ἡ Α. Μ. ὁ Βασιλεὺς ὡνόμασε Γενικὸν Γραμματέα τῆς ὑπὸ τὴν ὑψηλὴν προστασίαν Του Γεωργικῆς Ἑταιρίας τὸν διευθύνοντα τὸ τμῆμα τῆς Γεωργίας τοῦ ὑπουργείου τῶν Ἐσωτερικῶν κ. Ἀριστείδην Βαμβάν.: [697, 726, 943, 814]
article-text: ΚΩΝ/ΠΟΛΙΣ, 22 Ἰουνίου. (Ἐθνικὸν Πρακτορεῖον). Ἐπεσημάνθη δύο κρούσματα πανώλους ἐδεξιώθησαν σήμερον.: [697, 444, 943, 503]
headline: Ο ΛΙΨ: [957, 269, 1200, 292]
headline: Ο ΙΩΑΚΕΙΜ ΠΑΡΑ ΤΩ ΣΟΥΛΤΑΝΩ: [957, 635, 1200, 655]
column-1: [172, 160, 421, 2247]
article-text: (Τηλεγράφημα τοῦ Ἀνταποκριτοῦ μας) ΜΕΣΟΛΟΓΓΙΟΝ, 22 Ἰουνίου. Τὸ Στρατιωτικὸν νοσοκομεῖον βρίθει στρατιωτῶν πασχόντων ἐκ πυρετῶν. Τὰ περὶ κακιαλοῦ τόπου ἐν τῷ ἐνταῦθα φυλακαῖς παρεστάθησαν ἐξογκωμένα ἔνεκα ἐσφαλμένων πληροφοριῶν. Μόνον ἓν κροῦσμα ἐσημειώθη ἐν ταῖς φυλακαῖς. Ἡ διαταγὴ τοῦ ὑπουργείου τῆς Δικαιοσύνης περὶ μεταγωγῆς ἐκτελεσθεῖσα, ἡ ἀπαγορεύσουσα τὴν ἐπικοινωνίαν μετὰ τῶν φυλακῶν ἐκκρεμεῖ.: [957, 1168, 1200, 1358]
headline: ΑΝΕΒΛΗΘΗΣΑΝ ΠΑΛΙΝ: [719, 1009, 921, 1029]
column-rule: [949, 160, 950, 2247]
article-text: (Ἰδιαίτερον τηλεγράφημα τοῦ «Σκρίπ») ΘΕΣΣΑΛΟΝΙΚΗ, 22 Ἰουνίου (Δι' ἐμμέσου ὁδοῦ). Ὁ Διευθυντὴς τῆς Ρουμανικῆς Ἐμπορικῆς Σχολῆς, ἀπῆλθεν εἰς Ρουμανίαν, ὅπως συνεννοηθῇ μετὰ τοῦ ἐκεῖ Ὑπουργείου περὶ τοῦ μέλλοντος τῆς Σχολῆς καὶ τῶν ἐνεργειῶν τῆς προπαγάνδας ἐν Μακεδονίᾳ.: [957, 510, 1200, 627]
headline: ΕΜΠΟΡΙΚΗ ΣΥΜΒΑΣΙΣ ΤΟΥΡΚΙΑΣ ΚΑΙ ΡΟΥΜΑΝΙΑΣ: [437, 1444, 683, 1477]
headline: Η ΣΥΜΜΟΡΙΑ ΔΗΜΟΠΟΥΛΟΥ: [437, 621, 683, 641]
headline: ΞΕΝΟΔΟΧΕΙΟΝ ΤΗΣ ΑΙΓΥΠΤΟΥ: [1229, 1867, 1447, 1883]
article-text: Κατόπιν παραστάσεων τοῦ κ. Μαυροκορδάτου ἡ Υ. Πύλη διέταξε τὸν ἐν Ἄρτῃ Τουρκικὸν Πρόξενον, ὅπως ἀποδοθῇ ἡ ἰσχύουσα ἐπὶ τῆς ἄνευ διὰ τὰς ἐργατίδας τῆς Ἄρτης τὰς μεταβαινούσας εἰς τὸ Ὀθωμανικὸν ἔδαφος πρὸς ἐξεύρεσιν ἐργασίας.: [957, 1636, 1200, 1738]
column-rule: [1206, 160, 1207, 2247]
headline: Ο ΦΟΡΟΣ ΤΩΝ ΑΜΠΕΛΩΝ: [1214, 371, 1462, 390]
article-text: Τηλεγραφήματα εἰχὲν ἀναγγελθῇ ἐκ Κωνσταντινουπόλεως, ὅτι ὁ Σουλτάνος ἐδέχθη εἰς ἀκρόασιν τὸν πρεσβευτὴν τῆς Ἑλλάδος κ. Μαυροκορδάτον, κατὰ τὴν ὁποίαν ἀπένειμεν εἰς αὐτὸν τὸ Ὀσμανιὲ ἀδαμαντοκόλλητον.: [697, 1515, 943, 1603]
subheadline: ΗΤΟΙ ΑΝΑΜΝΗΣΕΙΣ: [1256, 825, 1420, 842]
headline: Ο ΜΕΓΑΣ ΔΟΥΞ ΕΝ ΒΟΥΛΓΑΡΙΑ: [478, 247, 642, 283]
subheadline: Ὁδὸς Αἰόλου ἀριθ. 65.— Γωνία πλατείας Ἁγ. Εἰρήνης: [1226, 1573, 1450, 1602]
article-text: Δημοσιεύεται κατ' αὐτὰς εἰς τὴν «Ἐφημερίδα τῆς Κυβερνήσεως» ἀπόφασις τοῦ Ὑπουργικοῦ Συμβουλίου περὶ ἱδρύσεως ἀποθηκῶν διαμετακομίσεως οἴνων ἐν Κερκύρᾳ, Λευκάδι καὶ Κύμῃ. Ἡ ἵδρυσις τῶν ἀποθηκῶν τούτων: [957, 1920, 1200, 2008]
